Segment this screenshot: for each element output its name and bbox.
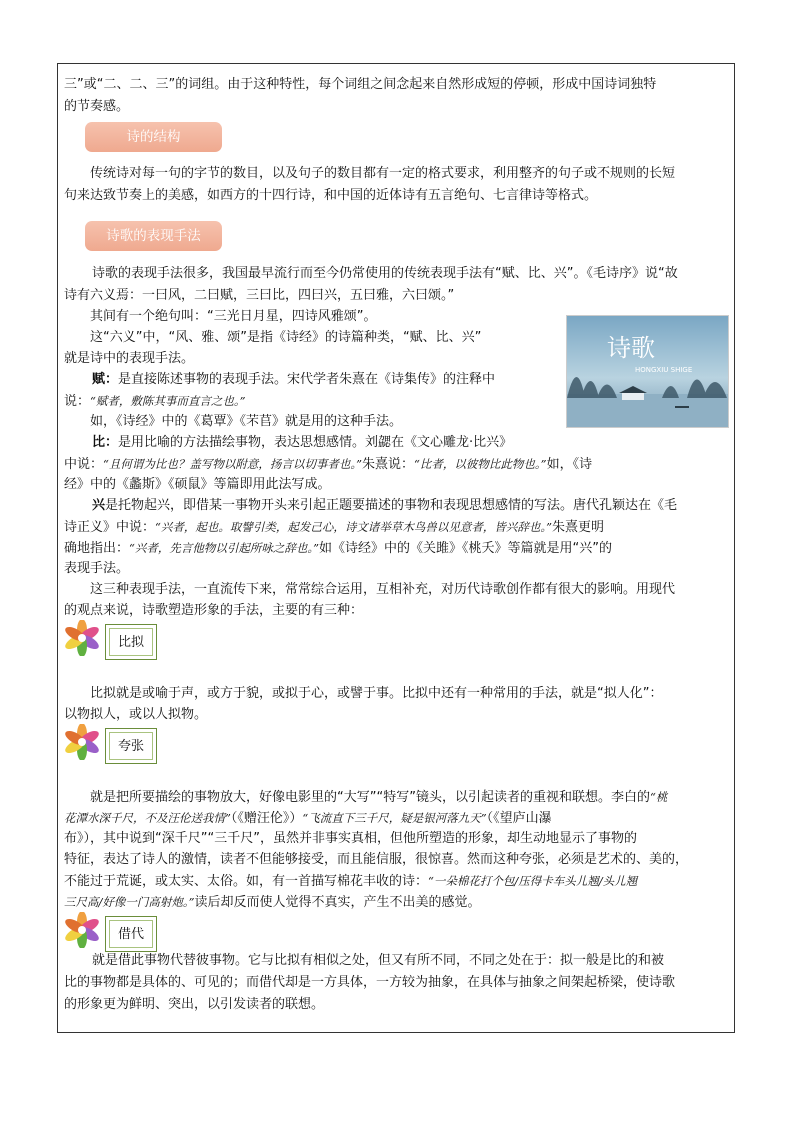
label-jiedai [105, 916, 157, 952]
fu-term: 赋： [92, 372, 119, 387]
bi-quote-2: “比者，以彼物比此物也。” [414, 457, 547, 471]
bi-line-2 [64, 453, 730, 476]
bi-line-1 [64, 432, 554, 454]
kuazhang-quote-start: “桃 [649, 790, 668, 804]
summary-line-2: 的观点来说，诗歌塑造形象的手法，主要的有三种： [64, 603, 364, 618]
kuazhang-line-2 [64, 807, 730, 830]
fu-line-1 [64, 369, 554, 391]
label-jiedai-text: 借代 [109, 920, 153, 948]
xing-line-1-text: 是托物起兴，即借某一事物开头来引起正题要描述的事物和表现思想感情的写法。唐代孔颖达在《毛 [105, 498, 678, 513]
bi-line-3: 经》中的《蠡斯》《硕鼠》等篇即用此法写成。 [64, 477, 331, 492]
bi-quote-1: “且何谓为比也？盖写物以附意，扬言以切事者也。” [103, 457, 363, 471]
image-title: 诗歌 [607, 334, 655, 362]
xing-quote-2: “兴者，先言他物以引起所咏之辞也。” [129, 541, 320, 555]
techniques-para1-line2: 诗有六义焉：一曰风，二曰赋，三曰比，四曰兴，五曰雅，六曰颂。” [64, 288, 455, 303]
intro-line-1: 三”或“二、二、三”的词组。由于这种特性，每个词组之间念起来自然形成短的停顿，形成中国诗词独特 [64, 77, 657, 92]
flower-icon [64, 620, 100, 656]
fu-line-2 [64, 390, 554, 413]
techniques-para2: 其间有一个绝句叫：“三光日月星，四诗风雅颂”。 [90, 309, 377, 324]
kuazhang-line-4: 特征，表达了诗人的激情，读者不但能够接受，而且能信服，很惊喜。然而这种夸张，必须是艺术的、美的， [64, 852, 689, 867]
bi-line-2-pre: 中说： [64, 457, 104, 472]
techniques-para1-line1: 诗歌的表现手法很多，我国最早流行而至今仍常使用的传统表现手法有“赋、比、兴”。《毛诗序》说“故 [92, 266, 678, 281]
kuazhang-line-2-end: （《望庐山瀑 [486, 811, 552, 826]
kuazhang-quote-3-end: 三尺高/好像一门高射炮。” [64, 895, 195, 909]
label-bini-text: 比拟 [109, 628, 153, 656]
flower-icon [64, 912, 100, 948]
fu-line-2-pre: 说： [64, 394, 91, 409]
flower-icon [64, 724, 100, 760]
fu-line-1-text: 是直接陈述事物的表现手法。宋代学者朱熹在《诗集传》的注释中 [118, 372, 496, 387]
bi-line-2-end: 如，《诗 [546, 457, 593, 472]
bini-line-1: 比拟就是或喻于声，或方于貌，或拟于心，或譬于事。比拟中还有一种常用的手法，就是“拟人化”： [90, 686, 663, 701]
kuazhang-line-2-mid: （《赠汪伦》） [230, 811, 303, 826]
techniques-para3-line1: 这“六义”中，“风、雅、颂”是指《诗经》的诗篇种类，“赋、比、兴” [90, 330, 482, 345]
kuazhang-quote-1: 花潭水深千尺，不及汪伦送我情” [64, 811, 231, 825]
jiedai-line-3: 的形象更为鲜明、突出，以引发读者的联想。 [64, 997, 325, 1012]
kuazhang-quote-2: “飞流直下三千尺，疑是银河落九天” [302, 811, 487, 825]
label-kuazhang [105, 728, 157, 764]
kuazhang-quote-3: “一朵棉花打个包/压得卡车头儿翘/头儿翘 [428, 874, 638, 888]
bi-line-2-mid: 朱熹说： [362, 457, 415, 472]
bini-line-2: 以物拟人，或以人拟物。 [64, 707, 208, 722]
fu-example: 如，《诗经》中的《葛覃》《芣苢》就是用的这种手法。 [90, 414, 403, 429]
jiedai-line-2: 比的事物都是具体的、可见的；而借代却是一方具体，一方较为抽象，在具体与抽象之间架起桥梁，使诗歌 [64, 975, 676, 990]
structure-line-2: 句来达致节奏上的美感，如西方的十四行诗，和中国的近体诗有五言绝句、七言律诗等格式。 [64, 188, 598, 203]
kuazhang-line-1-pre: 就是把所要描绘的事物放大，好像电影里的“大写”“特写”镜头，以引起读者的重视和联想。李白的 [90, 790, 650, 805]
bi-term: 比： [92, 435, 119, 450]
kuazhang-line-3: 布》），其中说到“深千尺”“三千尺”，虽然并非事实真相，但他所塑造的形象，却生动地显示了事物的 [64, 831, 637, 846]
kuazhang-line-5 [64, 870, 730, 893]
summary-line-1: 这三种表现手法，一直流传下来，常常综合运用，互相补充，对历代诗歌创作都有很大的影响。用现代 [90, 582, 676, 597]
xing-line-3 [64, 537, 730, 560]
xing-line-2-pre: 诗正义》中说： [64, 520, 156, 535]
jiedai-line-1: 就是借此事物代替彼事物。它与比拟有相似之处，但又有所不同，不同之处在于：拟一般是比的和被 [92, 953, 665, 968]
image-subtitle: HONGXIU SHIGE [635, 366, 693, 374]
xing-line-3-end: 如《诗经》中的《关雎》《桃夭》等篇就是用“兴”的 [319, 541, 613, 556]
fu-quote: “赋者，敷陈其事而直言之也。” [90, 394, 246, 408]
xing-line-2-end: 朱熹更明 [552, 520, 605, 535]
xing-line-4: 表现手法。 [64, 561, 130, 576]
xing-line-2 [64, 516, 730, 539]
bi-line-1-text: 是用比喻的方法描绘事物，表达思想感情。刘勰在《文心雕龙·比兴》 [118, 435, 513, 450]
techniques-para3-line2: 就是诗中的表现手法。 [64, 351, 195, 366]
intro-line-2: 的节奏感。 [64, 99, 130, 114]
kuazhang-line-5-pre: 不能过于荒诞，或太实、太俗。如，有一首描写棉花丰收的诗： [64, 874, 429, 889]
xing-line-3-pre: 确地指出： [64, 541, 130, 556]
label-kuazhang-text: 夸张 [109, 732, 153, 760]
section-title-structure: 诗的结构 [85, 122, 222, 152]
section-title-techniques: 诗歌的表现手法 [85, 221, 222, 251]
kuazhang-line-1 [64, 786, 730, 809]
xing-quote-1: “兴者，起也。取譬引类，起发己心，诗文诸举草木鸟兽以见意者，皆兴辞也。” [155, 520, 553, 534]
xing-term: 兴 [92, 498, 106, 513]
structure-line-1: 传统诗对每一句的字节的数目，以及句子的数目都有一定的格式要求，利用整齐的句子或不规则的长短 [90, 166, 676, 181]
kuazhang-line-6-end: 读后却反而使人觉得不真实，产生不出美的感觉。 [194, 895, 481, 910]
xing-line-1 [64, 495, 730, 517]
label-bini [105, 624, 157, 660]
kuazhang-line-6 [64, 891, 730, 914]
